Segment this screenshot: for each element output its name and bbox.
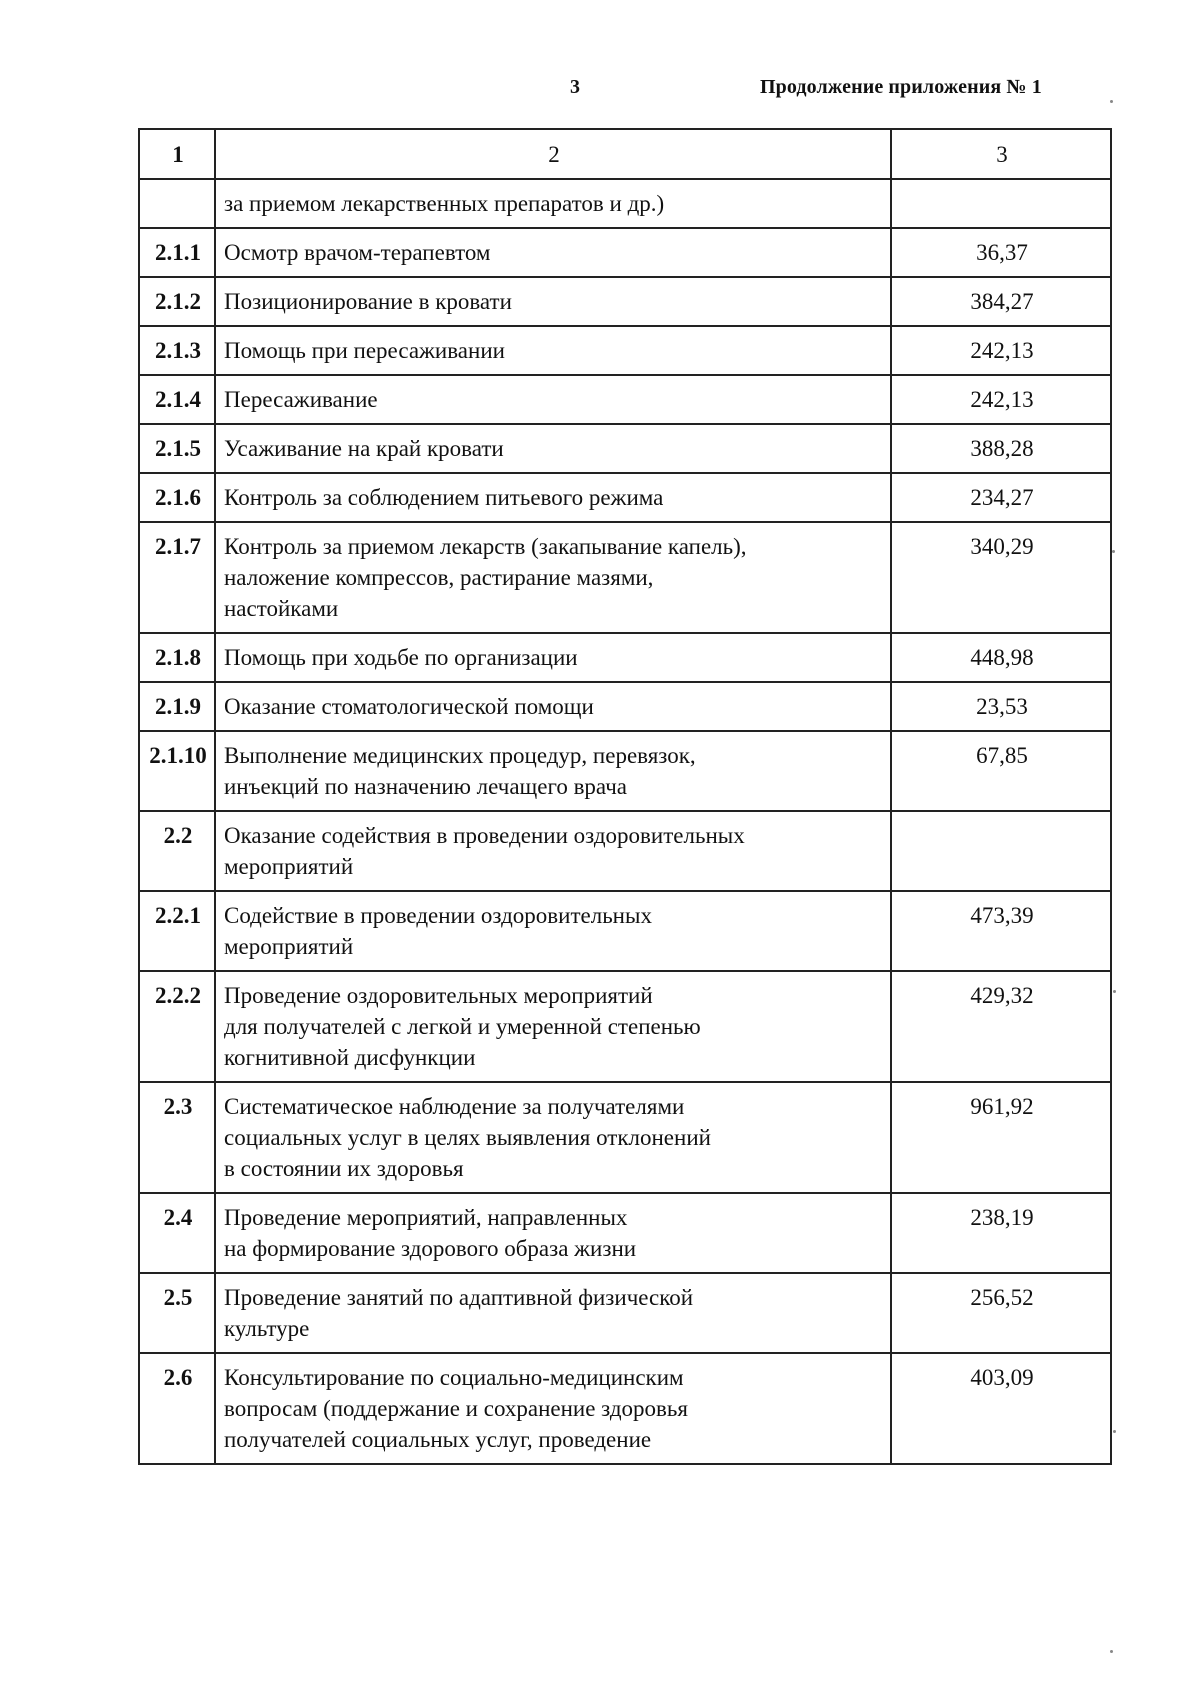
service-name-line: Систематическое наблюдение за получателями (224, 1094, 685, 1119)
row-value: 429,32 (891, 971, 1111, 1082)
service-name-line: для получателей с легкой и умеренной степенью (224, 1014, 701, 1039)
appendix-table-body (139, 129, 1111, 1464)
row-value: 36,37 (891, 228, 1111, 277)
row-service-name (215, 228, 891, 277)
service-name-line: Выполнение медицинских процедур, перевязок, (224, 743, 696, 768)
appendix-continuation-label: Продолжение приложения № 1 (760, 76, 1042, 98)
table-row (139, 473, 1111, 522)
row-value: 242,13 (891, 375, 1111, 424)
appendix-table (138, 128, 1112, 1465)
service-name-line: Усаживание на край кровати (224, 436, 504, 461)
service-name-line: Осмотр врачом-терапевтом (224, 240, 491, 265)
service-name-line: Помощь при ходьбе по организации (224, 645, 578, 670)
service-name-line: мероприятий (224, 934, 354, 959)
service-name-line: настойками (224, 596, 339, 621)
row-value: 403,09 (891, 1353, 1111, 1464)
table-header-row (139, 129, 1111, 179)
service-name-line: вопросам (поддержание и сохранение здоровья (224, 1396, 688, 1421)
service-name-line: Консультирование по социально-медицинским (224, 1365, 684, 1390)
row-service-name (215, 971, 891, 1082)
service-name-line: культуре (224, 1316, 310, 1341)
row-service-name (215, 375, 891, 424)
service-name-line: за приемом лекарственных препаратов и др.) (224, 191, 665, 216)
row-code: 2.2 (139, 811, 215, 891)
service-name-line: Контроль за приемом лекарств (закапывание капель), (224, 534, 747, 559)
scan-speck (1112, 550, 1115, 553)
row-code: 2.4 (139, 1193, 215, 1273)
row-code: 2.6 (139, 1353, 215, 1464)
row-code: 2.2.2 (139, 971, 215, 1082)
row-code: 2.1.6 (139, 473, 215, 522)
row-code (139, 179, 215, 228)
service-name-line: мероприятий (224, 854, 354, 879)
row-service-name (215, 633, 891, 682)
service-name-line: Пересаживание (224, 387, 378, 412)
service-name-line: Оказание содействия в проведении оздоровительных (224, 823, 745, 848)
service-name-line: Проведение мероприятий, направленных (224, 1205, 628, 1230)
row-value: 256,52 (891, 1273, 1111, 1353)
row-service-name (215, 891, 891, 971)
table-row (139, 1273, 1111, 1353)
row-service-name (215, 522, 891, 633)
table-row (139, 1193, 1111, 1273)
service-name-line: инъекций по назначению лечащего врача (224, 774, 627, 799)
page-number: 3 (570, 76, 580, 98)
service-name-line: наложение компрессов, растирание мазями, (224, 565, 654, 590)
table-row (139, 633, 1111, 682)
row-code: 2.1.7 (139, 522, 215, 633)
row-value: 67,85 (891, 731, 1111, 811)
row-service-name (215, 1082, 891, 1193)
row-service-name (215, 424, 891, 473)
row-service-name (215, 1273, 891, 1353)
service-name-line: Содействие в проведении оздоровительных (224, 903, 652, 928)
table-row (139, 522, 1111, 633)
row-code: 2.3 (139, 1082, 215, 1193)
row-code: 2.1.10 (139, 731, 215, 811)
column-header-3: 3 (891, 129, 1111, 179)
table-row (139, 682, 1111, 731)
service-name-line: Проведение оздоровительных мероприятий (224, 983, 653, 1008)
scan-speck (1110, 1650, 1113, 1653)
row-value: 238,19 (891, 1193, 1111, 1273)
service-name-line: Помощь при пересаживании (224, 338, 505, 363)
row-code: 2.1.1 (139, 228, 215, 277)
row-code: 2.1.8 (139, 633, 215, 682)
table-row (139, 326, 1111, 375)
row-value: 961,92 (891, 1082, 1111, 1193)
service-name-line: Оказание стоматологической помощи (224, 694, 594, 719)
table-row (139, 1082, 1111, 1193)
row-code: 2.1.3 (139, 326, 215, 375)
service-name-line: когнитивной дисфункции (224, 1045, 476, 1070)
row-code: 2.5 (139, 1273, 215, 1353)
row-service-name (215, 277, 891, 326)
row-service-name (215, 682, 891, 731)
page-header (0, 76, 1200, 106)
row-value (891, 179, 1111, 228)
row-service-name (215, 1353, 891, 1464)
table-row (139, 424, 1111, 473)
row-service-name (215, 811, 891, 891)
row-code: 2.1.5 (139, 424, 215, 473)
service-name-line: на формирование здорового образа жизни (224, 1236, 637, 1261)
row-service-name (215, 326, 891, 375)
service-name-line: Контроль за соблюдением питьевого режима (224, 485, 664, 510)
scan-speck (1110, 100, 1113, 103)
row-code: 2.2.1 (139, 891, 215, 971)
scan-speck (1113, 990, 1116, 993)
row-value: 448,98 (891, 633, 1111, 682)
column-header-1: 1 (139, 129, 215, 179)
service-name-line: социальных услуг в целях выявления отклонений (224, 1125, 711, 1150)
row-value: 23,53 (891, 682, 1111, 731)
table-row (139, 277, 1111, 326)
row-service-name (215, 1193, 891, 1273)
scan-speck (1113, 1430, 1116, 1433)
row-value: 473,39 (891, 891, 1111, 971)
row-code: 2.1.4 (139, 375, 215, 424)
service-name-line: Позиционирование в кровати (224, 289, 512, 314)
table-row (139, 375, 1111, 424)
table-row (139, 891, 1111, 971)
table-row (139, 811, 1111, 891)
service-name-line: получателей социальных услуг, проведение (224, 1427, 652, 1452)
row-service-name (215, 731, 891, 811)
row-service-name (215, 179, 891, 228)
row-value (891, 811, 1111, 891)
column-header-2: 2 (215, 129, 891, 179)
row-value: 388,28 (891, 424, 1111, 473)
table-row (139, 179, 1111, 228)
table-row (139, 731, 1111, 811)
row-value: 234,27 (891, 473, 1111, 522)
table-row (139, 971, 1111, 1082)
row-value: 340,29 (891, 522, 1111, 633)
row-value: 384,27 (891, 277, 1111, 326)
row-code: 2.1.9 (139, 682, 215, 731)
row-service-name (215, 473, 891, 522)
service-name-line: Проведение занятий по адаптивной физической (224, 1285, 694, 1310)
row-code: 2.1.2 (139, 277, 215, 326)
row-value: 242,13 (891, 326, 1111, 375)
service-name-line: в состоянии их здоровья (224, 1156, 464, 1181)
table-row (139, 1353, 1111, 1464)
table-row (139, 228, 1111, 277)
